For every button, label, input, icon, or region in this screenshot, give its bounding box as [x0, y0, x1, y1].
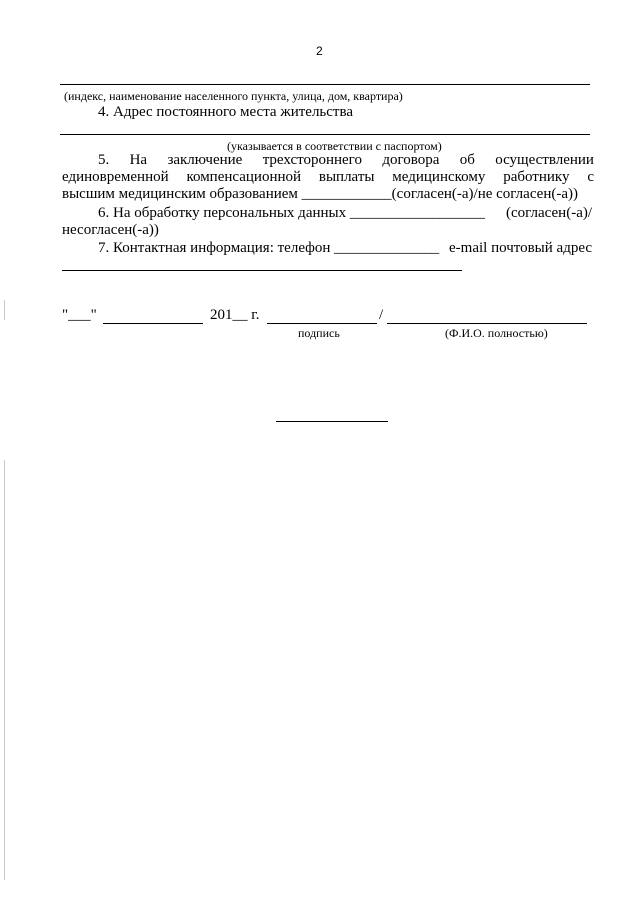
item-5-line-3: высшим медицинским образованием ____________(согласен(-а)/не согласен(-а)): [62, 186, 578, 202]
signature-line: [267, 323, 377, 324]
word: единовременной: [62, 169, 169, 185]
page-number: 2: [316, 44, 323, 58]
word: компенсационной: [186, 169, 302, 185]
date-month-line: [103, 323, 203, 324]
fio-line: [387, 323, 587, 324]
word: работнику: [503, 169, 570, 185]
item-5-line-1: [62, 152, 594, 170]
date-day: "___": [62, 307, 97, 323]
fio-caption: (Ф.И.О. полностью): [445, 326, 548, 340]
word: выплаты: [318, 169, 375, 185]
address-field-line: [60, 84, 590, 85]
signature-separator: /: [379, 307, 384, 323]
item-7-phone: 7. Контактная информация: телефон ______________: [98, 240, 440, 256]
item-5-number: 5.: [98, 152, 110, 168]
item-6-line-2: несогласен(-а)): [62, 222, 159, 238]
word: На: [129, 152, 148, 168]
item-7-email-address: e-mail почтовый адрес: [449, 240, 593, 256]
scan-edge-mark: [4, 460, 5, 880]
address-caption: (индекс, наименование населенного пункта, улица, дом, квартира): [64, 89, 403, 103]
item-4-heading: 4. Адрес постоянного места жительства: [98, 104, 354, 120]
item-6-consent-options: (согласен(-а)/: [506, 205, 593, 221]
word: заключение: [167, 152, 243, 168]
signature-caption: подпись: [298, 326, 340, 340]
word: трехстороннего: [262, 152, 362, 168]
residence-field-line: [60, 134, 590, 135]
item-5-line-2: [62, 169, 594, 187]
word: с: [587, 169, 594, 185]
date-year: 201__ г.: [210, 307, 260, 323]
word: об: [459, 152, 475, 168]
passport-caption: (указывается в соответствии с паспортом): [227, 139, 442, 153]
contact-field-line: [62, 270, 462, 271]
word: медицинскому: [392, 169, 486, 185]
end-separator-line: [276, 421, 388, 422]
word: договора: [382, 152, 440, 168]
item-6-line-1: 6. На обработку персональных данных __________________: [98, 205, 485, 221]
word: осуществлении: [495, 152, 594, 168]
scan-edge-mark: [4, 300, 5, 320]
